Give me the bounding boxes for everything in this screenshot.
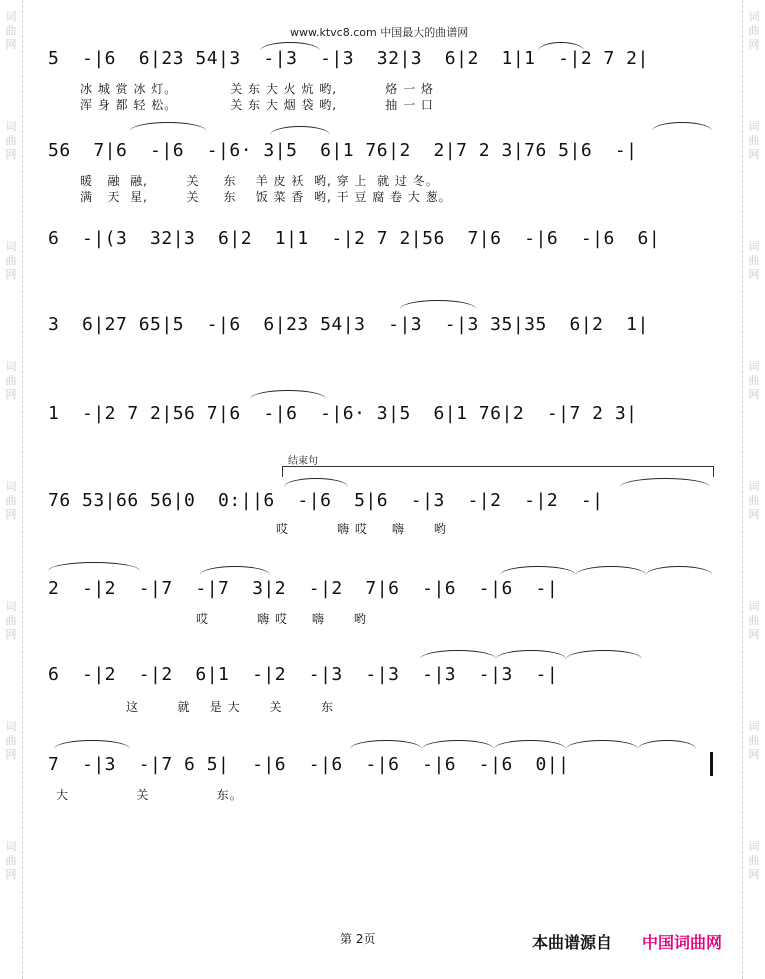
watermark-text: 词曲网 — [748, 480, 760, 521]
watermark-text: 词曲网 — [748, 720, 760, 761]
site-description: 中国最大的曲谱网 — [380, 26, 469, 39]
slur — [652, 122, 712, 131]
watermark-text: 词曲网 — [748, 240, 760, 281]
slur — [500, 566, 576, 575]
lyric-line-1b: 浑 身 都 轻 松。 关 东 大 烟 袋 哟, 抽 一 口 — [80, 98, 434, 112]
watermark-text: 词曲网 — [5, 360, 17, 401]
watermark-text: 词曲网 — [5, 840, 17, 881]
slur — [422, 740, 494, 749]
source-label: 本曲谱源自 — [532, 933, 613, 952]
slur — [250, 390, 326, 399]
page-number: 第 2页 — [340, 932, 376, 946]
watermark-text: 词曲网 — [748, 10, 760, 51]
watermark-text: 词曲网 — [5, 600, 17, 641]
watermark-text: 词曲网 — [748, 840, 760, 881]
score-line-6: 76 53|66 56|0 0:||6 -|6 5|6 -|3 -|2 -|2 -| — [48, 490, 604, 511]
slur — [566, 650, 642, 659]
watermark-text: 词曲网 — [748, 120, 760, 161]
slur — [200, 566, 270, 575]
lyric-line-7: 哎 嗨 哎 嗨 哟 — [196, 612, 367, 626]
score-line-3: 6 -|(3 32|3 6|2 1|1 -|2 7 2|56 7|6 -|6 -|6 6| — [48, 228, 661, 249]
slur — [130, 122, 206, 131]
slur — [400, 300, 476, 309]
slur — [270, 126, 330, 135]
right-margin-strip — [742, 0, 765, 979]
lyric-line-6: 哎 嗨 哎 嗨 哟 — [276, 522, 447, 536]
watermark-text: 词曲网 — [5, 120, 17, 161]
slur — [48, 562, 140, 571]
slur — [54, 740, 130, 749]
page-header — [290, 24, 468, 40]
watermark-text: 词曲网 — [5, 10, 17, 51]
lyric-line-9: 大 关 东。 — [56, 788, 243, 802]
slur — [620, 478, 710, 487]
watermark-text: 词曲网 — [748, 360, 760, 401]
slur — [260, 42, 320, 51]
left-margin-strip — [0, 0, 23, 979]
lyric-line-2a: 暖 融 融, 关 东 羊 皮 袄 哟, 穿 上 就 过 冬。 — [80, 174, 439, 188]
slur — [284, 478, 348, 487]
source-site-link[interactable]: 中国词曲网 — [642, 933, 723, 952]
slur — [638, 740, 696, 749]
score-line-4: 3 6|27 65|5 -|6 6|23 54|3 -|3 -|3 35|35 6|2 1| — [48, 314, 649, 335]
score-line-1: 5 -|6 6|23 54|3 -|3 -|3 32|3 6|2 1|1 -|2 7 2| — [48, 48, 649, 69]
site-url[interactable]: www.ktvc8.com — [290, 26, 377, 39]
lyric-line-2b: 满 天 星, 关 东 饭 菜 香 哟, 干 豆 腐 卷 大 葱。 — [80, 190, 452, 204]
lyric-line-8: 这 就 是 大 关 东 — [126, 700, 334, 714]
watermark-text: 词曲网 — [5, 720, 17, 761]
coda-label: 结束句 — [288, 456, 318, 467]
score-line-8: 6 -|2 -|2 6|1 -|2 -|3 -|3 -|3 -|3 -| — [48, 664, 559, 685]
slur — [576, 566, 646, 575]
score-line-2: 56 7|6 -|6 -|6· 3|5 6|1 76|2 2|7 2 3|76 5|6 -| — [48, 140, 638, 161]
slur — [494, 740, 566, 749]
slur — [646, 566, 712, 575]
lyric-line-1a: 冰 城 赏 冰 灯。 关 东 大 火 炕 哟, 烙 一 烙 — [80, 82, 434, 96]
coda-bracket — [282, 466, 714, 477]
watermark-text: 词曲网 — [748, 600, 760, 641]
slur — [566, 740, 638, 749]
slur — [350, 740, 422, 749]
score-line-7: 2 -|2 -|7 -|7 3|2 -|2 7|6 -|6 -|6 -| — [48, 578, 559, 599]
watermark-text: 词曲网 — [5, 240, 17, 281]
slur — [538, 42, 584, 51]
slur — [496, 650, 566, 659]
score-line-5: 1 -|2 7 2|56 7|6 -|6 -|6· 3|5 6|1 76|2 -|7 2 3| — [48, 403, 638, 424]
final-barline — [710, 752, 713, 776]
watermark-text: 词曲网 — [5, 480, 17, 521]
slur — [420, 650, 496, 659]
score-line-9: 7 -|3 -|7 6 5| -|6 -|6 -|6 -|6 -|6 0|| — [48, 754, 570, 775]
